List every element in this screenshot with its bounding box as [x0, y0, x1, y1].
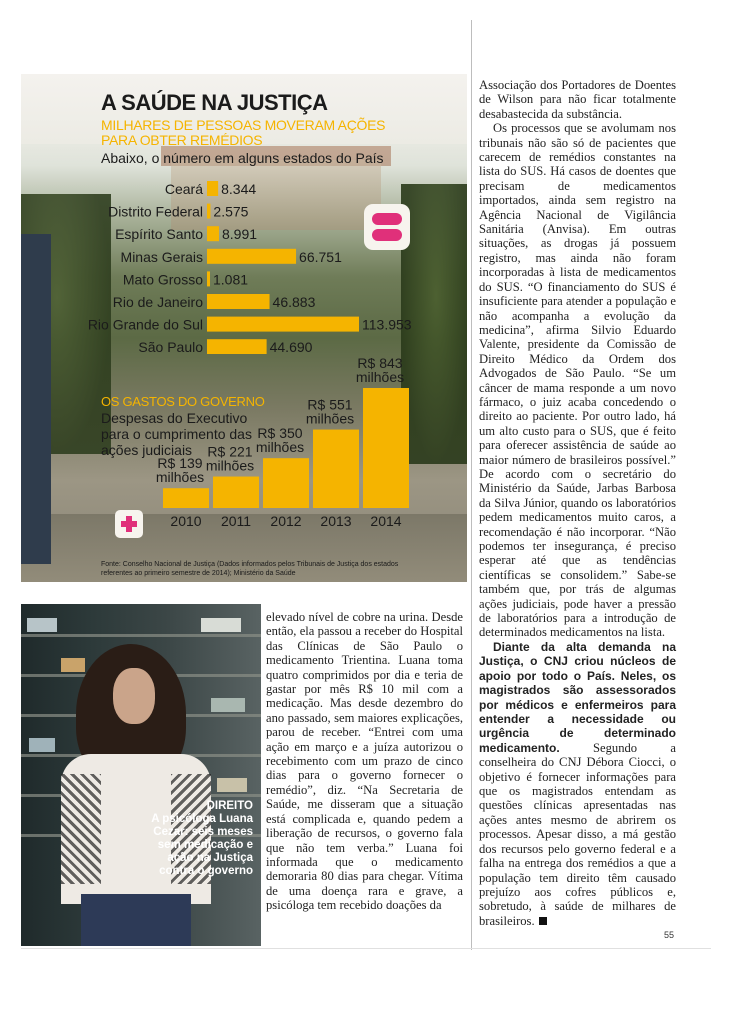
- article-highlight: Diante da alta demanda na Justiça, o CNJ criou núcleos de apoio por todo o País. Neles, os magistrados são assessorados por médicos e enfermeiros para entender a necessidade ou urgência de determinado medicamento.: [479, 640, 676, 755]
- state-value: 46.883: [272, 294, 316, 310]
- article-paragraph: elevado nível de cobre na urina. Desde então, ela passou a receber do Hospital das Clínicas de São Paulo o medicamento Trientina. Luana toma quatro comprimidos por dia e teria de gastar por mês R$ 10 mil com a medicação. Mas desde dezembro do ano passado, sem maiores explicações, parou de receber. “Entrei com uma ação em março e a juíza autorizou o recebimento com um prazo de cinco dias para o governo fornecer o remédio”, diz. “Na Secretaria de Saúde, me disseram que a situação está complicada e, quando pedem a liberação de recursos, o governo fala que não tem verba.” Luana foi informada que o medicamento demoraria 80 dias para chegar. Vítima de uma doença rara e grave, a psicóloga tem recebido doações da: [266, 610, 463, 913]
- states-bar-chart: [21, 174, 467, 354]
- state-value: 66.751: [299, 248, 342, 265]
- state-bar: [207, 226, 219, 241]
- year-label: 2013: [320, 513, 352, 529]
- state-label: Minas Gerais: [120, 248, 203, 265]
- year-label: 2011: [220, 513, 252, 529]
- year-label: 2010: [170, 513, 202, 529]
- spending-unit: milhões: [255, 439, 305, 456]
- state-value: 8.344: [221, 181, 257, 197]
- article-column-right-bottom: [479, 640, 676, 928]
- state-label: Ceará: [164, 181, 203, 197]
- spending-value: R$ 350: [257, 425, 303, 442]
- spending-unit: milhões: [155, 469, 205, 486]
- state-bar: [207, 294, 270, 309]
- spending-unit: milhões: [205, 457, 255, 474]
- infographic-subtitle: MILHARES DE PESSOAS MOVERAM AÇÕES PARA OBTER REMÉDIOS: [101, 117, 386, 148]
- spending-bar: [363, 388, 409, 508]
- year-label: 2014: [370, 513, 402, 529]
- year-label: 2012: [270, 513, 302, 529]
- state-label: Rio de Janeiro: [112, 294, 203, 310]
- state-bar: [207, 271, 210, 286]
- spending-bar: [163, 488, 209, 508]
- spending-unit: milhões: [355, 369, 405, 385]
- state-label: Distrito Federal: [108, 203, 203, 220]
- footer-rule: [21, 948, 711, 949]
- state-label: São Paulo: [138, 339, 203, 354]
- state-value: 8.991: [221, 226, 258, 243]
- state-label: Espírito Santo: [115, 226, 203, 243]
- gastos-description: Despesas do Executivo para o cumprimento das ações judiciais: [101, 410, 252, 458]
- pill-icon: [364, 204, 410, 250]
- photo-caption: [143, 800, 253, 878]
- spending-unit: milhões: [305, 410, 355, 427]
- infographic-source: Fonte: Conselho Nacional de Justiça (Dados informados pelos Tribunais de Justiça dos estados referentes ao primeiro semestre de 2014); Ministério da Saúde: [101, 561, 399, 577]
- state-bar: [207, 249, 296, 264]
- photo-caption-head: DIREITO: [206, 800, 253, 812]
- state-value: 1.081: [213, 271, 249, 288]
- article-paragraph: Associação dos Portadores de Doentes de Wilson para não ficar totalmente desabastecida da substância.: [479, 78, 676, 121]
- article-column-middle: [266, 610, 463, 913]
- state-bar: [207, 317, 359, 332]
- column-divider: [471, 20, 472, 950]
- infographic: [21, 74, 467, 582]
- photo-luana: [21, 604, 261, 946]
- state-value: 2.575: [213, 203, 249, 220]
- spending-value: R$ 551: [307, 396, 353, 413]
- article-paragraph: Segundo a conselheira do CNJ Débora Ciocci, o objetivo é fornecer informações para que os magistrados entendam as questões clínicas apresentadas nas ações antes mesmo de abrirem os processos. Apesar disso, a má gestão dos recursos pelo governo federal e a falha na entrega dos remédios a que a população tem direito têm causado prejuízo aos cofres públicos e, sobretudo, à saúde de milhares de brasileiros.: [479, 740, 676, 928]
- article-paragraph: Os processos que se avolumam nos tribunais não são só de pacientes que carecem de remédios constantes na lista do SUS. Há casos de doentes que precisam de medicamentos importados, ainda sem registro na Agência Nacional de Vigilância Sanitária (Anvisa). Em outras situações, as drogas já possuem registro, mas ainda não foram incorporadas à lista de medicamentos do SUS. “O financiamento do SUS é insuficiente para atender a população e não acompanha a evolução da medicina”, afirma Silvio Eduardo Valente, presidente da Comissão de Direito Médico da Ordem dos Advogados de São Paulo. “Se um câncer de mama responde a um novo fármaco, o juiz acaba concedendo o direito ao paciente. Por outro lado, há um alto custo para o SUS, que é feito para oferecer assistência de saúde ao maior número de brasileiros possível.” De acordo com o secretário do Ministério da Saúde, Jarbas Barbosa da Silva Júnior, quando os laboratórios pedem medicamentos muito caros, a recomendação é não incorporar. “Não podemos ter insegurança, é preciso esperar até que as tendências científicas se consolidem.” Sabe-se também que, por trás de algumas ações judiciais, pode haver a pressão de laboratórios para a introdução de determinados medicamentos na lista.: [479, 121, 676, 640]
- state-bar: [207, 181, 218, 196]
- state-label: Rio Grande do Sul: [87, 316, 203, 333]
- spending-value: R$ 843: [357, 355, 403, 371]
- photo-caption-body: A psicóloga Luana Cezar: seis meses sem medicação e ação na Justiça contra o governo: [151, 813, 253, 877]
- spending-bar: [213, 477, 259, 508]
- medical-cross-icon: [115, 510, 143, 538]
- state-label: Mato Grosso: [122, 271, 203, 288]
- state-value: 44.690: [269, 339, 313, 354]
- state-bar: [207, 204, 210, 219]
- government-spending-chart: [21, 354, 467, 554]
- state-value: 113.953: [362, 316, 412, 333]
- spending-bar: [263, 458, 309, 508]
- spending-bar: [313, 430, 359, 508]
- gastos-heading: OS GASTOS DO GOVERNO: [101, 394, 265, 409]
- state-bar: [207, 339, 267, 354]
- spending-value: R$ 139: [157, 455, 203, 472]
- spending-value: R$ 221: [207, 443, 253, 460]
- article-column-right-top: [479, 78, 676, 640]
- infographic-title: A SAÚDE NA JUSTIÇA: [101, 90, 328, 115]
- page-number: 55: [664, 930, 675, 940]
- infographic-intro: Abaixo, o número em alguns estados do País: [101, 150, 384, 166]
- end-mark: [539, 917, 547, 925]
